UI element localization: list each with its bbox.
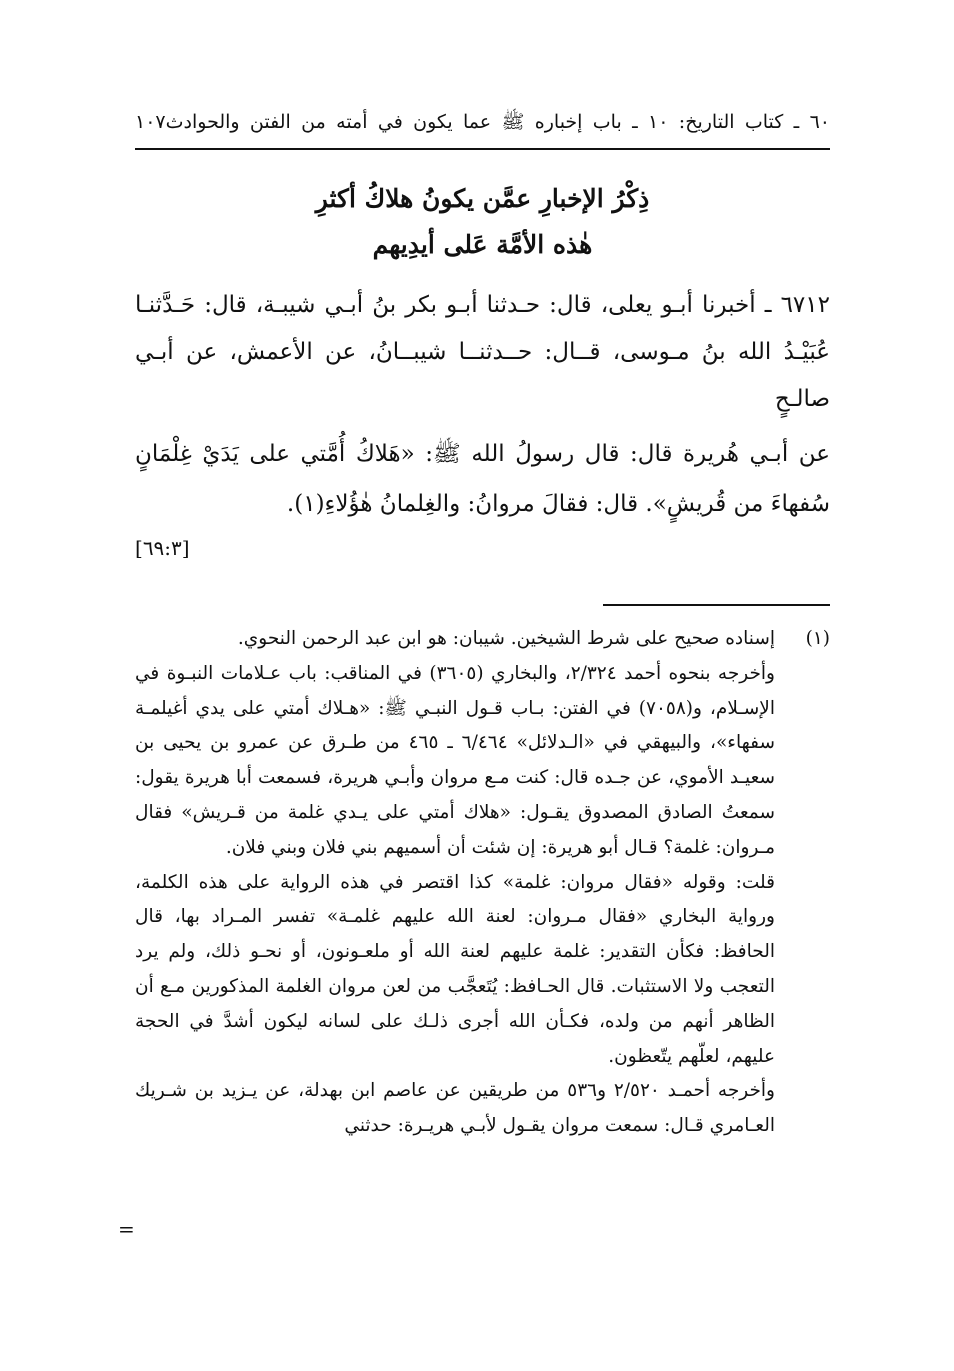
header-rule — [135, 148, 830, 150]
hadith-reference: [٦٩:٣] — [135, 536, 190, 560]
header-text: ٦٠ ـ كتاب التاريخ: ١٠ ـ باب إخباره ﷺ عما يكون في أمته من الفتن والحوادث — [165, 111, 831, 133]
footnote-text-1: إسناده صحيح على شرط الشيخين. شيبان: هو ابن عبد الرحمن النحوي. — [237, 628, 775, 649]
footnote-rule — [603, 604, 830, 606]
hadith-matn: عن أبـي هُريرة قال: قال رسولُ الله ﷺ: «هَلاكُ أُمَّتي على يَدَيْ غِلْمَانٍ سُفهاءَ من قُريشٍ». قال: فقالَ مروانُ: والغِلمانُ هٰؤُلاءِ(١). — [135, 441, 830, 517]
footnote-paragraph-4: وأخرجه أحمـد ٢/٥٢٠ و٥٣٦ من طريقين عن عاصم ابن بهدلة، عن يـزيد بن شـريك العـامري قـال: سمعت مروان يقـول لأبـي هريـرة: حدثني — [135, 1080, 775, 1137]
hadith-isnad: ٦٧١٢ ـ أخبرنا أبـو يعلى، قال: حـدثنا أبـو بكر بنُ أبـي شيبـة، قال: حَـدَّثنـا عُبَيْـدُ الله بنُ مـوسى، قــال: حــدثنــا شيبــانُ، عن الأعمش، عن أبـي صالـحٍ — [135, 292, 830, 412]
footnote-number: (١) — [805, 628, 830, 649]
footnote-paragraph-3: قلت: وقوله «فقال مروان: غلمة» كذا اقتصر في هذه الرواية على هذه الكلمة، ورواية البخاري «فقال مـروان: لعنة الله عليهم غلمـة» تفسر المـراد بها، قال الحافظ: فكأن التقدير: غلمة عليهم لعنة الله أو ملعـونون، أو نحـو ذلك، ولم يرد التعجب ولا الاستثبات. قال الحـافظ: يُتَعجَّب من لعن مروان الغلمة المذكورين مـع أن الظاهر أنهم من ولده، فكـأن الله أجرى ذلـك على لسانه ليكون أشدَّ في الحجة عليهم، لعلّهم يتّعظون. — [135, 871, 775, 1067]
chapter-title — [135, 176, 830, 268]
hadith-range: ١٠٧ — [135, 111, 166, 133]
hadith-body — [135, 282, 830, 563]
continuation-mark: = — [118, 1217, 135, 1241]
chapter-title-line-2: هٰذه الأمَّة عَلى أيدِيهم — [372, 230, 593, 259]
running-header — [135, 108, 830, 136]
footnote-paragraph-2: وأخرجه بنحوه أحمد ٢/٣٢٤، والبخاري (٣٦٠٥) في المناقب: باب عـلامات النبـوة في الإسـلام، و(٧٠٥٨) في الفتن: بـاب قـول النبـي ﷺ: «هـلاك أمتي على يدي أغيلمـة سفهاء»، والبيهقي في «الـدلائل» ٦/٤٦٤ ـ ٤٦٥ من طـرق عن عمرو بن يحيى بن سعيـد الأموي، عن جـده قال: كنت مـع مروان وأبـي هريرة، فسمعت أبا هريرة يقول: سمعتُ الصادق المصدوق يقـول: «هلاك أمتي على يـدي غلمة من قـريش» فقال مـروان: غلمة؟ قـال أبو هريرة: إن شئت أن أسميهم بني فلان وبني فلان. — [135, 662, 776, 858]
footnotes — [135, 622, 830, 1144]
footnote-paragraph-1 — [135, 622, 830, 657]
chapter-title-line-1: ذِكْرُ الإخبارِ عمَّن يكونُ هلاكُ أكثرِ — [315, 184, 650, 213]
